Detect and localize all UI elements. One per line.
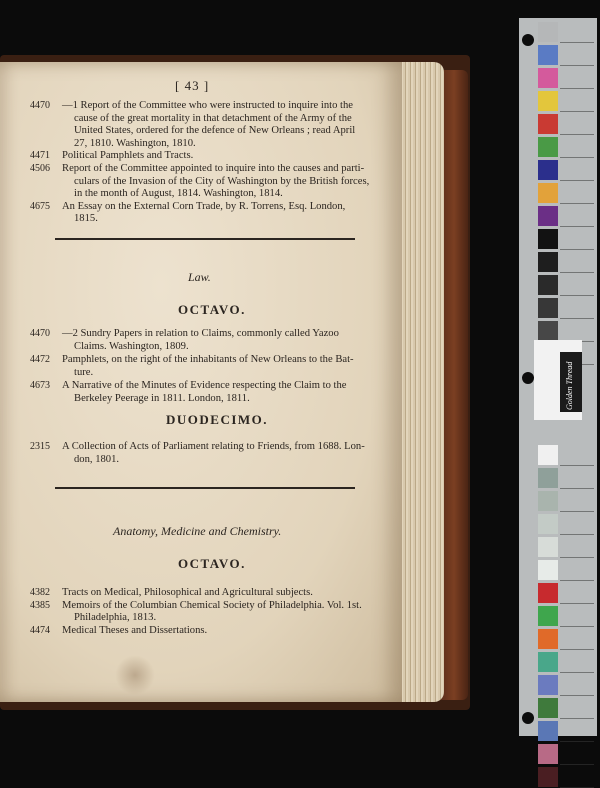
section-law: Law. (188, 270, 211, 284)
patch-tick (560, 764, 594, 765)
patch-tick (560, 157, 594, 158)
octavo-heading-1: OCTAVO. (178, 302, 246, 317)
patch-tick (560, 134, 594, 135)
entry-line: United States, ordered for the defence of New Orleans ; read April (74, 125, 356, 137)
page-edges (398, 62, 444, 702)
catalog-entry (30, 380, 370, 405)
entry-line: Medical Theses and Dissertations. (62, 624, 208, 636)
color-patch (538, 744, 558, 764)
color-patch (538, 468, 558, 488)
entry-line: Report of the Committee appointed to inquire into the causes and parti- (62, 163, 365, 174)
patch-tick (560, 672, 594, 673)
color-patch (538, 514, 558, 534)
strip-hole (522, 34, 534, 46)
patch-tick (560, 88, 594, 89)
page-stain (115, 655, 155, 695)
strip-hole (522, 372, 534, 384)
patch-tick (560, 649, 594, 650)
patch-tick (560, 318, 594, 319)
entry-line: Political Pamphlets and Tracts. (62, 150, 194, 162)
color-patch (538, 652, 558, 672)
entry-line: Berkeley Peerage in 1811. London, 1811. (74, 392, 250, 404)
color-patch (538, 160, 558, 180)
entry-text (62, 600, 362, 625)
entry-text (62, 201, 345, 226)
patch-tick (560, 718, 594, 719)
color-patch (538, 321, 558, 341)
color-patch (538, 114, 558, 134)
color-patch (538, 445, 558, 465)
patch-tick (560, 65, 594, 66)
patch-tick (560, 111, 594, 112)
color-patch (538, 560, 558, 580)
color-patch (538, 606, 558, 626)
patch-tick (560, 580, 594, 581)
divider-rule (55, 238, 355, 240)
color-patch (538, 675, 558, 695)
color-patch (538, 206, 558, 226)
patch-tick (560, 741, 594, 742)
patch-tick (560, 626, 594, 627)
entry-line: Pamphlets, on the right of the inhabitants of New Orleans to the Bat- (62, 354, 354, 366)
entry-number: 4382 (30, 587, 50, 598)
catalog-entry (30, 625, 370, 638)
entry-text (62, 441, 365, 466)
entry-number: 4470 (30, 100, 50, 111)
strip-logo-text: Golden Thread (565, 361, 574, 410)
patch-tick (560, 226, 594, 227)
strip-hole (522, 712, 534, 724)
patch-tick (560, 557, 594, 558)
entry-line: ture. (74, 366, 94, 378)
color-patch (538, 137, 558, 157)
entry-line: Claims. Washington, 1809. (74, 340, 189, 352)
patch-tick (560, 534, 594, 535)
patch-tick (560, 203, 594, 204)
entry-line: don, 1801. (74, 453, 120, 465)
entry-line: cause of the great mortality in that detachment of the Army of the (74, 112, 352, 124)
patch-tick (560, 695, 594, 696)
entry-text (62, 328, 339, 353)
duodecimo-heading: DUODECIMO. (166, 412, 269, 427)
book-spine (440, 70, 468, 700)
color-patch (538, 583, 558, 603)
entry-number: 4506 (30, 163, 50, 174)
color-patch (538, 22, 558, 42)
octavo-heading-2: OCTAVO. (178, 556, 246, 571)
entry-number: 4474 (30, 624, 50, 636)
patch-tick (560, 295, 594, 296)
patch-tick (560, 488, 594, 489)
patch-tick (560, 603, 594, 604)
entry-text (62, 150, 193, 163)
color-patch (538, 298, 558, 318)
entry-text (62, 354, 354, 379)
entry-text (62, 625, 207, 638)
patch-tick (560, 42, 594, 43)
entry-line: in the month of August, 1814. Washington, 1814. (74, 188, 283, 200)
entry-line: 27, 1810. Washington, 1810. (74, 137, 196, 149)
catalog-entry (30, 100, 370, 150)
entry-line: 1815. (74, 213, 98, 225)
color-patch (538, 252, 558, 272)
entry-line: culars of the Invasion of the City of Washington by the British forces, (74, 175, 370, 187)
entry-number: 4675 (30, 200, 50, 212)
entry-line: A Narrative of the Minutes of Evidence respecting the Claim to the (62, 380, 347, 392)
catalog-entry (30, 328, 370, 353)
page-number: [ 43 ] (175, 78, 210, 93)
catalog-entry (30, 587, 370, 600)
patch-tick (560, 511, 594, 512)
entry-number: 4471 (30, 150, 50, 162)
entry-number: 2315 (30, 441, 50, 452)
entry-line: Philadelphia, 1813. (74, 612, 157, 624)
color-patch (538, 229, 558, 249)
patch-tick (560, 272, 594, 273)
divider-rule-2 (55, 487, 355, 489)
patch-tick (560, 180, 594, 181)
entry-text (62, 163, 369, 201)
catalog-entry (30, 163, 370, 201)
color-patch (538, 698, 558, 718)
entry-text (62, 587, 313, 600)
color-patch (538, 91, 558, 111)
entry-line: —2 Sundry Papers in relation to Claims, commonly called Yazoo (62, 328, 339, 339)
color-patch (538, 183, 558, 203)
color-patch (538, 537, 558, 557)
catalog-entry (30, 201, 370, 226)
color-patch (538, 767, 558, 787)
catalog-entry (30, 354, 370, 379)
entry-number: 4472 (30, 354, 50, 366)
entry-text (62, 380, 346, 405)
catalog-entry (30, 600, 370, 625)
section-anatomy: Anatomy, Medicine and Chemistry. (113, 524, 282, 538)
entry-line: A Collection of Acts of Parliament relating to Friends, from 1688. Lon- (62, 441, 365, 452)
color-patch (538, 721, 558, 741)
color-patch (538, 68, 558, 88)
entry-number: 4470 (30, 328, 50, 339)
entry-line: —1 Report of the Committee who were instructed to inquire into the (62, 100, 353, 111)
catalog-entry (30, 441, 370, 466)
entry-line: Memoirs of the Columbian Chemical Society of Philadelphia. Vol. 1st. (62, 599, 362, 611)
entry-line: An Essay on the External Corn Trade, by R. Torrens, Esq. London, (62, 200, 346, 212)
patch-tick (560, 249, 594, 250)
entry-line: Tracts on Medical, Philosophical and Agricultural subjects. (62, 587, 313, 598)
entry-number: 4673 (30, 380, 50, 392)
color-patch (538, 45, 558, 65)
catalog-entry (30, 150, 370, 163)
entry-number: 4385 (30, 599, 50, 611)
entry-text (62, 100, 355, 150)
patch-tick (560, 465, 594, 466)
color-patch (538, 275, 558, 295)
color-patch (538, 491, 558, 511)
color-patch (538, 629, 558, 649)
